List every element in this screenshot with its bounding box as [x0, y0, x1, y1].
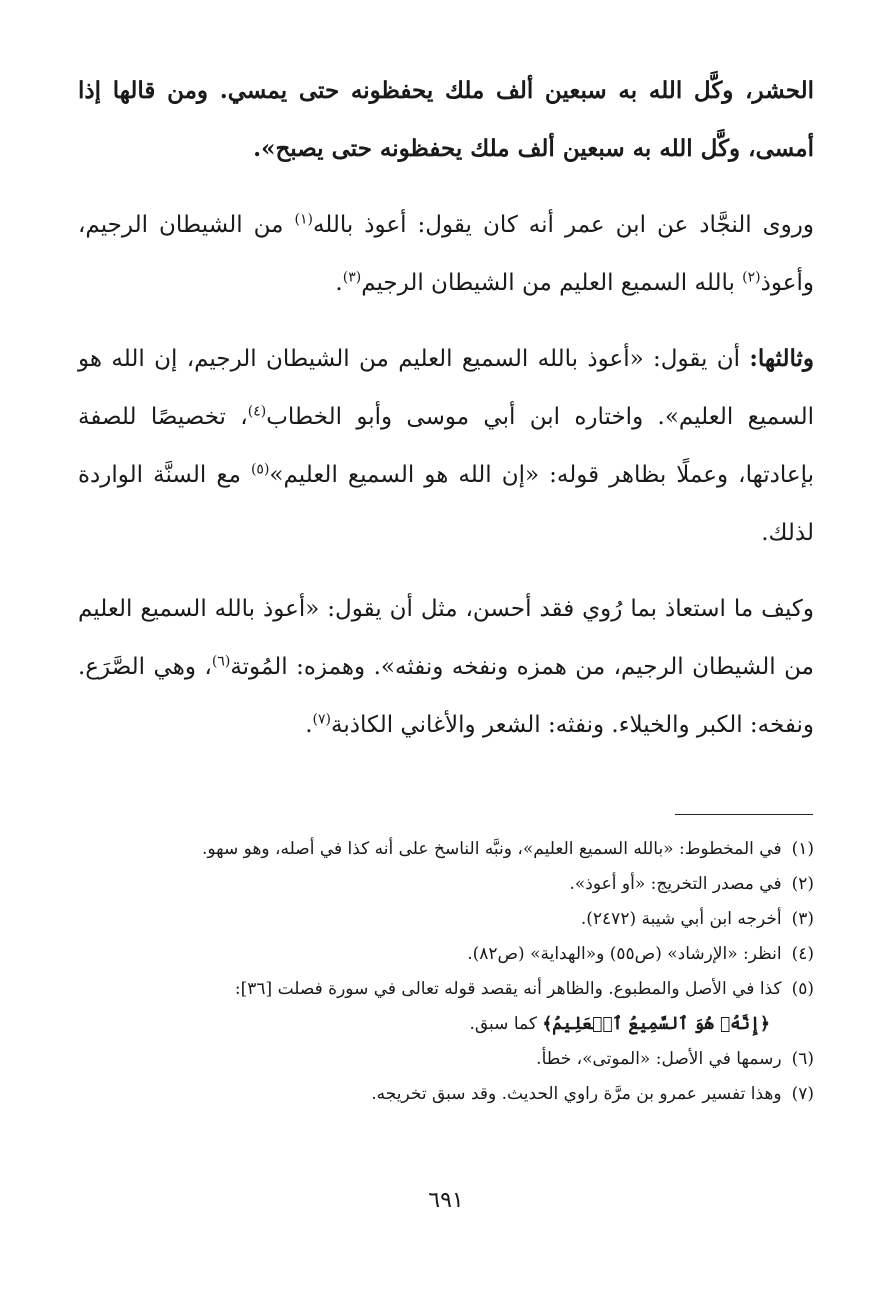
- footnotes: [78, 832, 814, 1112]
- paragraph-2-text-c: بالله السميع العليم من الشيطان الرجيم: [361, 270, 743, 296]
- footnote-text: أخرجه ابن أبي شيبة (٢٤٧٢).: [580, 909, 782, 929]
- footnote-separator: [675, 814, 813, 815]
- footnote-marker-2[interactable]: (٢): [742, 269, 761, 286]
- footnote-text: كذا في الأصل والمطبوع. والظاهر أنه يقصد قوله تعالى في سورة فصلت [٣٦]:: [234, 979, 782, 999]
- footnote-text: وهذا تفسير عمرو بن مرَّة راوي الحديث. وقد سبق تخريجه.: [371, 1084, 782, 1104]
- paragraph-4-text-b: ، وهي الصَّرَع. ونفخه: الكبر والخيلاء. ونفثه: الشعر والأغاني الكاذبة: [78, 654, 814, 738]
- paragraph-4-text-c: .: [305, 712, 313, 738]
- paragraph-3-lead: وثالثها:: [749, 345, 814, 372]
- footnote-2: [78, 867, 814, 902]
- footnote-marker-3[interactable]: (٣): [342, 269, 362, 286]
- footnote-5-rest: كما سبق.: [469, 1014, 543, 1034]
- footnote-number: (٢): [791, 874, 814, 894]
- paragraph-1-text: الحشر، وكَّل الله به سبعين ألف ملك يحفظونه حتى يمسي. ومن قالها إذا أمسى، وكَّل الله به سبعين ألف ملك يحفظونه حتى يصبح».: [78, 77, 814, 162]
- main-text: [78, 62, 814, 754]
- footnote-5: [78, 972, 814, 1007]
- paragraph-3-text-a: أن يقول: «أعوذ بالله السميع العليم من الشيطان الرجيم، إن الله هو السميع العليم». واختاره ابن أبي موسى وأبو الخطاب: [78, 346, 814, 430]
- footnote-text: رسمها في الأصل: «الموتى»، خطأ.: [536, 1049, 782, 1069]
- footnote-text: في مصدر التخريج: «أو أعوذ».: [569, 874, 782, 894]
- footnote-marker-7[interactable]: (٧): [312, 711, 332, 728]
- footnote-6: [78, 1042, 814, 1077]
- footnote-7: [78, 1077, 814, 1112]
- quran-verse: ﴿إِنَّهُۥ هُوَ ٱلسَّمِيعُ ٱلۡعَلِيمُ﴾: [542, 1014, 770, 1034]
- footnote-number: (٣): [791, 909, 814, 929]
- footnote-marker-4[interactable]: (٤): [247, 403, 267, 420]
- paragraph-2: [78, 196, 814, 312]
- footnote-number: (٤): [791, 944, 814, 964]
- footnote-5-continuation: [78, 1007, 814, 1042]
- paragraph-3-text-c: مع السنَّة الواردة لذلك.: [78, 462, 814, 546]
- footnote-4: [78, 937, 814, 972]
- paragraph-3-text-b: ، تخصيصًا للصفة بإعادتها، وعملًا بظاهر قوله: «إن الله هو السميع العليم»: [78, 404, 814, 488]
- footnote-3: [78, 902, 814, 937]
- footnote-marker-1[interactable]: (١): [294, 211, 313, 228]
- paragraph-4: [78, 580, 814, 754]
- paragraph-4-text-a: وكيف ما استعاذ بما رُوي فقد أحسن، مثل أن يقول: «أعوذ بالله السميع العليم من الشيطان الرجيم، من همزه ونفخه ونفثه». وهمزه: المُوتة: [78, 596, 814, 680]
- paragraph-1: [78, 62, 814, 178]
- footnote-number: (٧): [791, 1084, 814, 1104]
- footnote-1: [78, 832, 814, 867]
- paragraph-3: [78, 330, 814, 562]
- page-number: ٦٩١: [428, 1188, 464, 1213]
- footnote-marker-6[interactable]: (٦): [211, 653, 231, 670]
- footnote-text: في المخطوط: «بالله السميع العليم»، ونبَّه الناسخ على أنه كذا في أصله، وهو سهو.: [202, 839, 782, 859]
- paragraph-2-text-b: من الشيطان الرجيم، وأعوذ: [78, 212, 814, 296]
- footnote-number: (٦): [791, 1049, 814, 1069]
- footnote-marker-5[interactable]: (٥): [250, 461, 270, 478]
- paragraph-2-text-a: وروى النجَّاد عن ابن عمر أنه كان يقول: أعوذ بالله: [312, 212, 814, 238]
- paragraph-2-text-d: .: [335, 270, 343, 296]
- footnote-number: (١): [791, 839, 814, 859]
- footnote-text: انظر: «الإرشاد» (ص٥٥) و«الهداية» (ص٨٢).: [467, 944, 782, 964]
- footnote-number: (٥): [791, 979, 814, 999]
